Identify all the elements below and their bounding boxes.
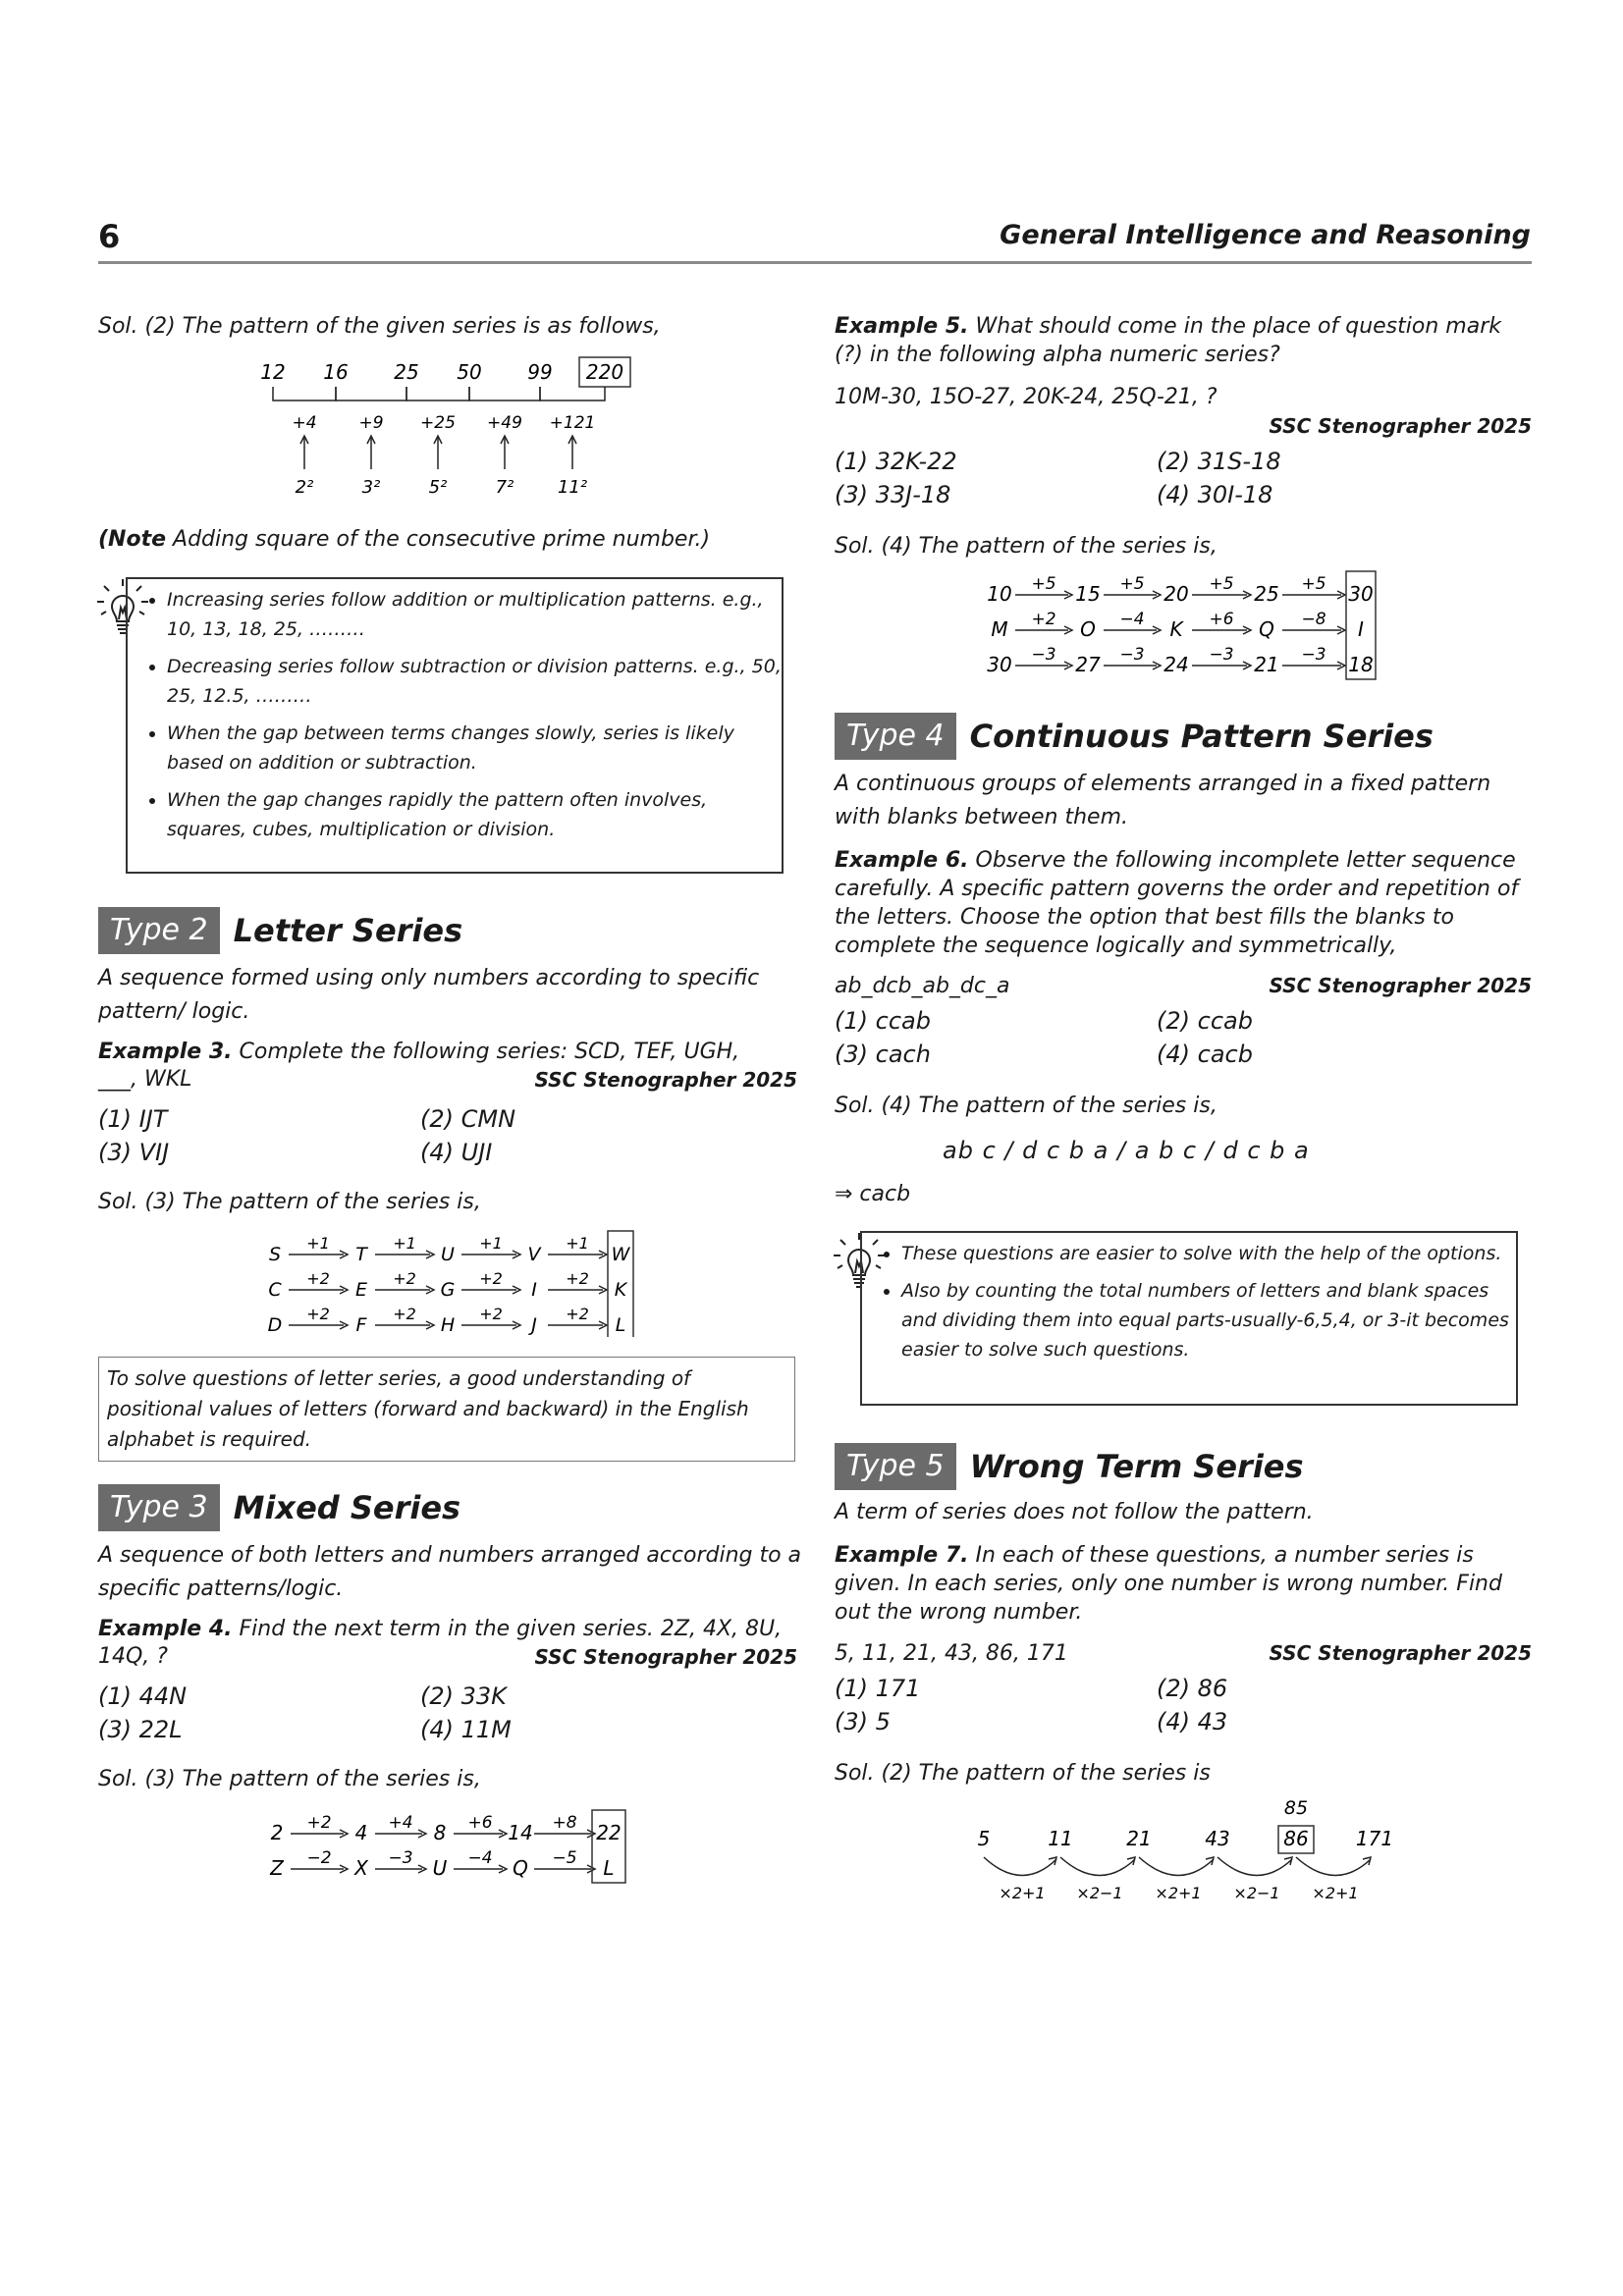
sol6-answer: ⇒ cacb <box>835 1182 911 1206</box>
type5-title: Wrong Term Series <box>969 1448 1304 1485</box>
ex6-label: Example 6. <box>835 848 969 873</box>
series-op: +5 <box>1119 574 1145 594</box>
series-term: 15 <box>1075 582 1101 606</box>
series-term: 8 <box>433 1821 447 1844</box>
series-op: −5 <box>552 1848 577 1868</box>
series-op: +1 <box>479 1234 503 1253</box>
ex6-option-4[interactable]: (4) cacb <box>1157 1041 1253 1068</box>
ex6-question <box>835 846 1534 960</box>
series-op: +8 <box>552 1813 577 1833</box>
series-term: 25 <box>394 360 419 384</box>
arc-arrow <box>1296 1857 1371 1876</box>
ex4-option-3[interactable]: (3) 22L <box>98 1716 183 1743</box>
series-term: 4 <box>354 1821 368 1844</box>
series-op: +4 <box>388 1813 413 1833</box>
arrow-head <box>1127 1857 1135 1865</box>
type3-title: Mixed Series <box>233 1489 461 1526</box>
series-term: X <box>354 1856 368 1880</box>
ex7-series: 5, 11, 21, 43, 86, 171 <box>835 1641 1068 1666</box>
type4-heading <box>835 713 1434 760</box>
ex3-option-1[interactable]: (1) IJT <box>98 1105 168 1133</box>
series-op: −3 <box>1119 645 1145 665</box>
note-text: Adding square of the consecutive prime number.) <box>166 527 711 552</box>
tip-item: • When the gap changes rapidly the pattern often involves, squares, cubes, multiplication or division. <box>167 785 782 844</box>
series-term: 99 <box>527 360 553 384</box>
series-term: 24 <box>1163 653 1189 676</box>
series-op: +1 <box>566 1234 589 1253</box>
series-op: ×2+1 <box>999 1884 1046 1902</box>
series-term: E <box>354 1279 368 1301</box>
type5-desc: A term of series does not follow the pattern. <box>835 1500 1314 1524</box>
bracket <box>469 387 540 400</box>
series-term: V <box>527 1244 541 1265</box>
arc-arrow <box>1139 1857 1214 1876</box>
ex5-source: SSC Stenographer 2025 <box>1269 414 1532 438</box>
ex4-option-2[interactable]: (2) 33K <box>420 1682 507 1710</box>
series-term: F <box>355 1314 367 1336</box>
series-square: 5² <box>428 477 448 498</box>
tip-item: • When the gap between terms changes slowly, series is likely based on addition or subtraction. <box>167 719 782 777</box>
tip-item: • Also by counting the total numbers of letters and blank spaces and dividing them into equal parts-usually-6,5,4, or 3-it becomes easier to solve such questions. <box>901 1276 1516 1364</box>
corrected-term: 85 <box>1283 1797 1309 1819</box>
series-term: 86 <box>1283 1827 1309 1850</box>
series-term: L <box>603 1856 615 1880</box>
series-op: +5 <box>1209 574 1234 594</box>
ex3-option-2[interactable]: (2) CMN <box>420 1105 516 1133</box>
sol6-text: Sol. (4) The pattern of the series is, <box>835 1094 1217 1118</box>
series-diff: +25 <box>420 413 456 433</box>
series-term: S <box>268 1244 282 1265</box>
bracket <box>273 387 336 400</box>
ex6-option-3[interactable]: (3) cach <box>835 1041 931 1068</box>
series-op: ×2+1 <box>1312 1884 1359 1902</box>
series-op: +2 <box>1031 610 1056 629</box>
type5-heading <box>835 1443 1304 1490</box>
series-op: +6 <box>467 1813 493 1833</box>
ex5-question <box>835 312 1532 369</box>
series-term: L <box>615 1314 626 1336</box>
series-term: 5 <box>977 1827 991 1850</box>
series-term: M <box>991 617 1008 641</box>
series-op: ×2−1 <box>1233 1884 1280 1902</box>
series-term: C <box>268 1279 282 1301</box>
ex3-label: Example 3. <box>98 1040 233 1064</box>
series-op: +2 <box>479 1269 503 1288</box>
type2-heading <box>98 907 462 954</box>
series-term: U <box>432 1856 448 1880</box>
ex5-series: 10M-30, 15O-27, 20K-24, 25Q-21, ? <box>835 385 1217 409</box>
series-term: 27 <box>1075 653 1101 676</box>
tip-box-series <box>126 577 784 874</box>
series-diff: +49 <box>487 413 522 433</box>
series-square: 3² <box>361 477 381 498</box>
series-diff: +4 <box>292 413 317 433</box>
sol3-diagram <box>263 1229 656 1337</box>
arc-arrow <box>1060 1857 1135 1876</box>
ex7-source: SSC Stenographer 2025 <box>1269 1641 1532 1665</box>
series-term: J <box>531 1314 537 1336</box>
arrow-head <box>1206 1857 1214 1865</box>
letter-series-note: To solve questions of letter series, a good understanding of positional values of letters (forward and backward) in the English alphabet is required. <box>98 1357 795 1462</box>
bracket <box>406 387 469 400</box>
tip-item: • Increasing series follow addition or multiplication patterns. e.g., 10, 13, 18, 25, ……… <box>167 585 782 644</box>
series-op: ×2−1 <box>1076 1884 1123 1902</box>
series-op: −4 <box>1119 610 1145 629</box>
series-term: Q <box>513 1856 528 1880</box>
sol6-pattern: ab c / d c b a / a b c / d c b a <box>943 1137 1310 1164</box>
series-term: I <box>531 1279 537 1301</box>
type2-title: Letter Series <box>233 912 463 949</box>
series-term: 220 <box>585 360 624 384</box>
series-term: 50 <box>457 360 482 384</box>
note-line <box>98 525 710 555</box>
ex6-series: ab_dcb_ab_dc_a <box>835 974 1010 998</box>
series-op: +2 <box>306 1813 332 1833</box>
series-term: K <box>1169 617 1183 641</box>
series-op: −3 <box>1209 645 1234 665</box>
ex5-option-2[interactable]: (2) 31S-18 <box>1157 448 1281 475</box>
book-title: General Intelligence and Reasoning <box>1000 220 1531 250</box>
arrow-head <box>1049 1857 1056 1865</box>
ex6-option-1[interactable]: (1) ccab <box>835 1007 931 1035</box>
arc-arrow <box>984 1857 1056 1876</box>
series-term: 20 <box>1163 582 1189 606</box>
series-term: 11 <box>1048 1827 1073 1850</box>
series-term: 21 <box>1254 653 1279 676</box>
ex5-label: Example 5. <box>835 314 969 339</box>
series-square: 2² <box>295 477 314 498</box>
series-term: 22 <box>596 1821 622 1844</box>
type3-badge: Type 3 <box>98 1484 220 1531</box>
series-square: 7² <box>495 477 514 498</box>
ex4-text: Find the next term in the given series. 2Z, 4X, 8U, 14Q, ? <box>98 1617 783 1669</box>
series-term: U <box>441 1244 455 1265</box>
ex6-source: SSC Stenographer 2025 <box>1269 974 1532 997</box>
sol5-text: Sol. (4) The pattern of the series is, <box>835 534 1217 559</box>
series-op: +5 <box>1301 574 1326 594</box>
ex4-label: Example 4. <box>98 1617 233 1641</box>
series-op: −2 <box>306 1848 332 1868</box>
bracket <box>540 387 605 400</box>
series-term: W <box>611 1244 630 1265</box>
series-op: −4 <box>467 1848 493 1868</box>
series-op: +1 <box>306 1234 330 1253</box>
series-term: T <box>355 1244 367 1265</box>
series-op: +2 <box>306 1269 330 1288</box>
sol4-text: Sol. (3) The pattern of the series is, <box>98 1767 481 1791</box>
series-term: 21 <box>1126 1827 1152 1850</box>
series-term: 10 <box>987 582 1012 606</box>
series-op: −3 <box>388 1848 413 1868</box>
sol1-diagram <box>245 355 658 503</box>
ex7-label: Example 7. <box>835 1543 969 1568</box>
series-op: ×2+1 <box>1155 1884 1202 1902</box>
ex4-option-4[interactable]: (4) 11M <box>420 1716 512 1743</box>
series-op: +2 <box>393 1305 416 1323</box>
ex7-question <box>835 1541 1534 1627</box>
bracket <box>336 387 406 400</box>
ex7-option-3[interactable]: (3) 5 <box>835 1708 891 1735</box>
ex5-option-3[interactable]: (3) 33J-18 <box>835 481 951 508</box>
ex4-source: SSC Stenographer 2025 <box>534 1645 797 1669</box>
sol1-text: Sol. (2) The pattern of the given series is as follows, <box>98 314 661 339</box>
series-term: I <box>1358 617 1364 641</box>
series-term: 2 <box>270 1821 284 1844</box>
series-op: +2 <box>566 1305 589 1323</box>
tip-box-continuous <box>860 1231 1518 1406</box>
ex4-option-1[interactable]: (1) 44N <box>98 1682 188 1710</box>
type4-title: Continuous Pattern Series <box>969 718 1434 755</box>
header-rule <box>98 261 1532 264</box>
arrow-head <box>1284 1857 1292 1865</box>
series-term: 18 <box>1348 653 1374 676</box>
series-term: K <box>614 1279 627 1301</box>
ex3-option-4[interactable]: (4) UJI <box>420 1139 493 1166</box>
ex7-option-4[interactable]: (4) 43 <box>1157 1708 1228 1735</box>
tip-item: • Decreasing series follow subtraction or division patterns. e.g., 50, 25, 12.5, ……… <box>167 652 782 711</box>
ex3-option-3[interactable]: (3) VIJ <box>98 1139 170 1166</box>
series-op: +2 <box>566 1269 589 1288</box>
ex5-option-1[interactable]: (1) 32K-22 <box>835 448 957 475</box>
series-term: 171 <box>1355 1827 1394 1850</box>
type4-badge: Type 4 <box>835 713 956 760</box>
type2-desc: A sequence formed using only numbers according to specific pattern/ logic. <box>98 966 760 1024</box>
series-term: 30 <box>987 653 1012 676</box>
series-term: G <box>440 1279 456 1301</box>
ex3-source: SSC Stenographer 2025 <box>534 1068 797 1092</box>
arrow-head <box>1363 1857 1371 1865</box>
ex5-text: What should come in the place of question mark (?) in the following alpha numeric series? <box>835 314 1501 367</box>
sol3-text: Sol. (3) The pattern of the series is, <box>98 1190 481 1214</box>
series-term: 43 <box>1205 1827 1230 1850</box>
series-term: D <box>267 1314 283 1336</box>
type5-badge: Type 5 <box>835 1443 956 1490</box>
series-op: −8 <box>1301 610 1326 629</box>
series-op: +1 <box>393 1234 416 1253</box>
ex5-option-4[interactable]: (4) 30I-18 <box>1157 481 1273 508</box>
series-term: 16 <box>323 360 349 384</box>
sol5-diagram <box>982 569 1394 682</box>
arc-arrow <box>1217 1857 1292 1876</box>
series-op: +6 <box>1209 610 1234 629</box>
type2-badge: Type 2 <box>98 907 220 954</box>
ex7-text: In each of these questions, a number series is given. In each series, only one number is wrong number. Find out the wrong number. <box>835 1543 1502 1625</box>
series-op: −3 <box>1031 645 1056 665</box>
series-term: 25 <box>1254 582 1279 606</box>
series-term: H <box>440 1314 456 1336</box>
type4-desc: A continuous groups of elements arranged in a fixed pattern with blanks between them. <box>835 772 1491 829</box>
ex6-text: Observe the following incomplete letter sequence carefully. A specific pattern governs the order and repetition of the letters. Choose the option that best fills the blanks to complete the sequence logically and symmetrically, <box>835 848 1519 958</box>
series-square: 11² <box>557 477 588 498</box>
series-term: Q <box>1259 617 1274 641</box>
ex6-option-2[interactable]: (2) ccab <box>1157 1007 1253 1035</box>
series-term: Z <box>270 1856 284 1880</box>
tip-item: • These questions are easier to solve with the help of the options. <box>901 1239 1516 1268</box>
sol4-diagram <box>263 1806 656 1885</box>
ex7-option-1[interactable]: (1) 171 <box>835 1675 921 1702</box>
series-diff: +121 <box>549 413 596 433</box>
series-term: 12 <box>260 360 286 384</box>
sol7-diagram <box>962 1796 1394 1904</box>
ex3-text: Complete the following series: SCD, TEF, UGH, ___, WKL <box>98 1040 740 1092</box>
page-number: 6 <box>98 218 121 255</box>
series-term: 14 <box>508 1821 533 1844</box>
ex7-option-2[interactable]: (2) 86 <box>1157 1675 1228 1702</box>
series-term: 30 <box>1348 582 1374 606</box>
note-label: (Note <box>98 527 167 552</box>
type3-desc: A sequence of both letters and numbers arranged according to a specific patterns/logic. <box>98 1543 802 1601</box>
sol7-text: Sol. (2) The pattern of the series is <box>835 1761 1211 1786</box>
series-diff: +9 <box>358 413 384 433</box>
series-op: +5 <box>1031 574 1056 594</box>
series-op: +2 <box>393 1269 416 1288</box>
type3-heading <box>98 1484 460 1531</box>
series-term: O <box>1080 617 1096 641</box>
series-op: +2 <box>479 1305 503 1323</box>
series-op: +2 <box>306 1305 330 1323</box>
series-op: −3 <box>1301 645 1326 665</box>
